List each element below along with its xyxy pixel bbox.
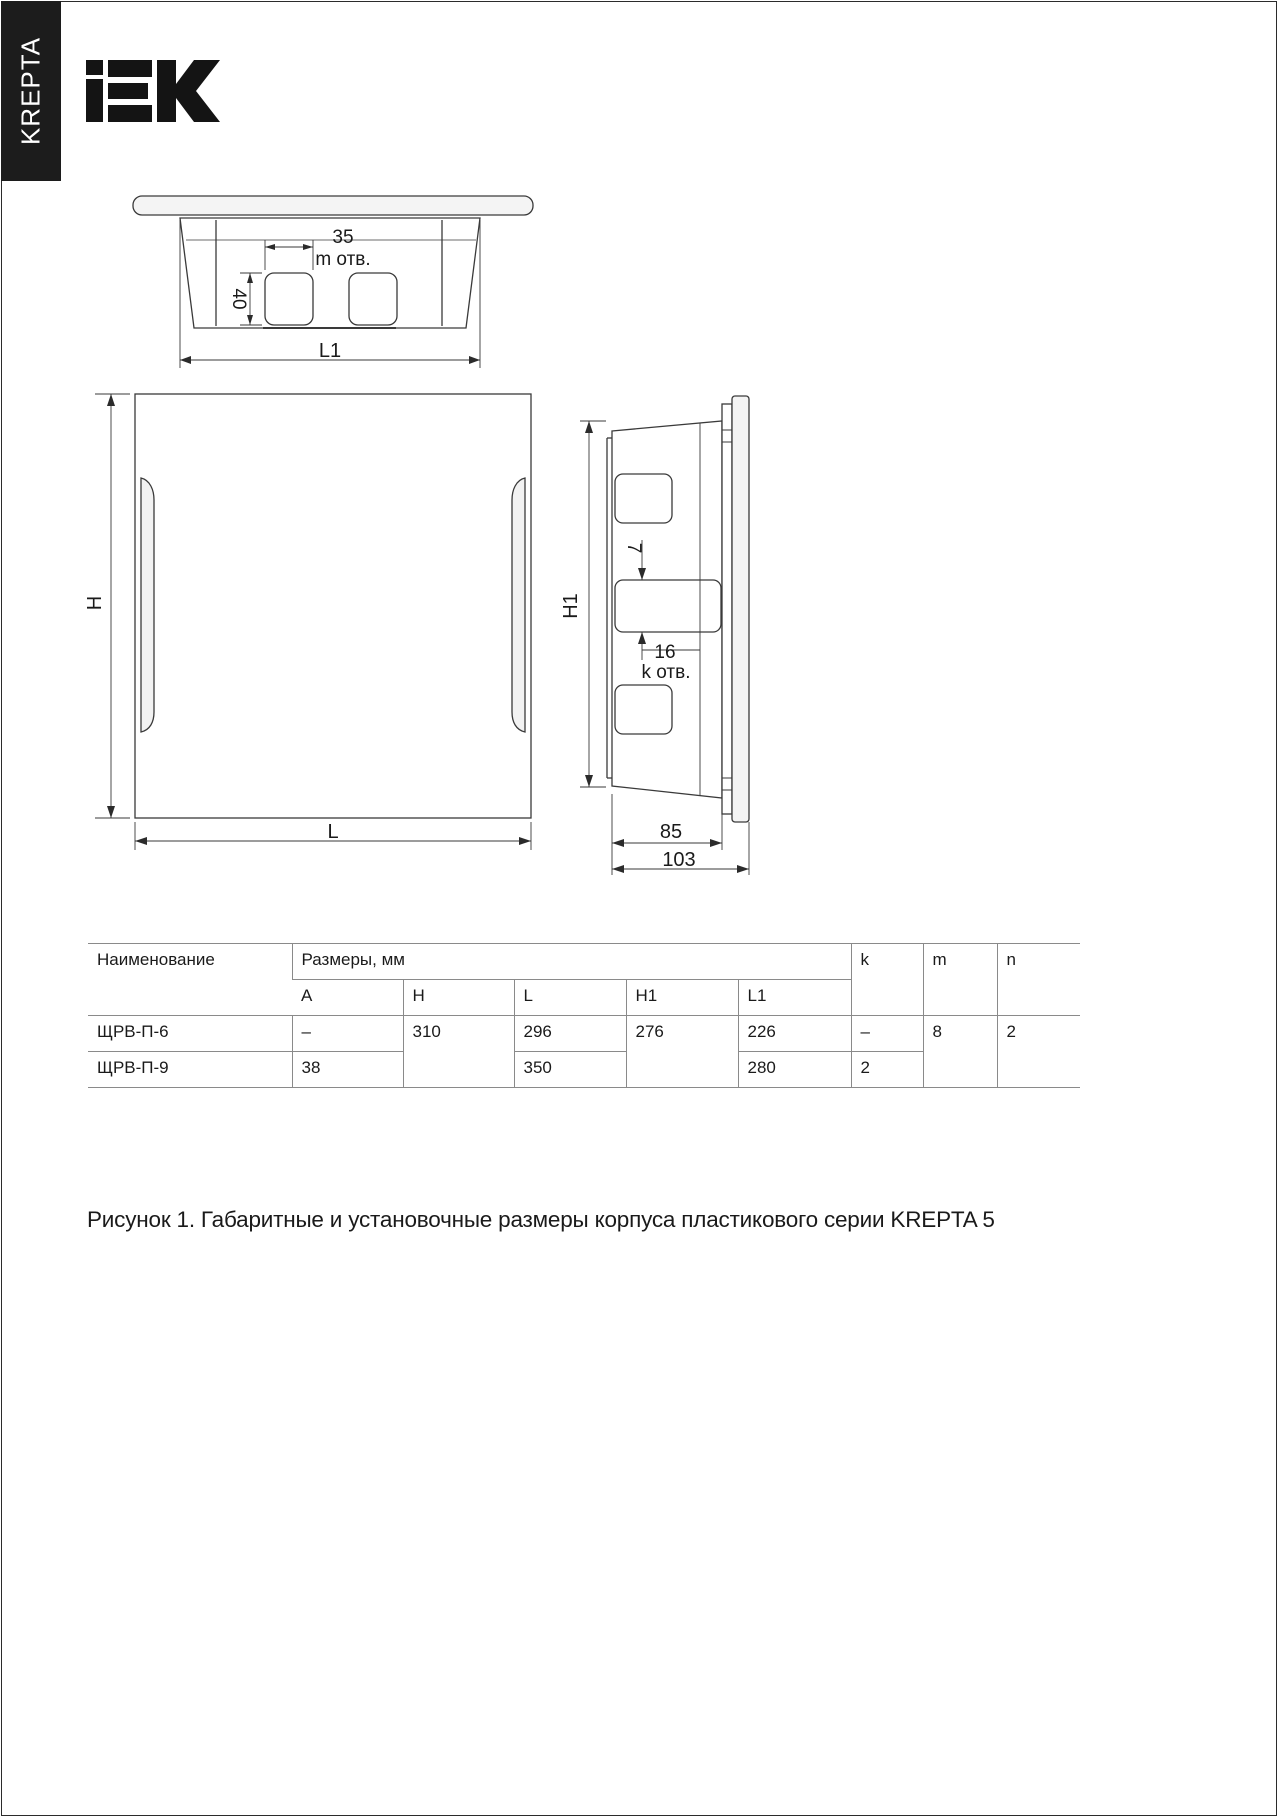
header-sizes: Размеры, мм (292, 944, 851, 980)
cell-m: 8 (923, 1016, 997, 1088)
cell-k: – (851, 1016, 923, 1052)
series-tab-label: KREPTA (15, 36, 46, 146)
front-view-width-label: L (327, 821, 339, 843)
front-view-height-label: H (84, 595, 106, 611)
cell-h1: 276 (626, 1016, 738, 1088)
side-view-door (732, 396, 749, 822)
header-h: H (403, 980, 514, 1016)
side-view-frame (722, 404, 732, 814)
top-view-body (180, 218, 480, 328)
top-view-holes-label: m отв. (315, 249, 371, 270)
top-view-hole-height-label: 40 (228, 288, 249, 310)
cell-n: 2 (997, 1016, 1080, 1088)
cell-l: 296 (514, 1016, 626, 1052)
top-view-pitch-label: 35 (332, 227, 354, 248)
cell-name: ЩРВ-П-9 (88, 1052, 292, 1088)
header-h1: H1 (626, 980, 738, 1016)
cell-a: 38 (292, 1052, 403, 1088)
cell-h: 310 (403, 1016, 514, 1088)
side-view-pitch-label: 16 (654, 642, 676, 663)
side-view-holes-label: k отв. (641, 662, 691, 683)
front-view (95, 394, 531, 850)
dimensions-table (88, 943, 1080, 1088)
cell-name: ЩРВ-П-6 (88, 1016, 292, 1052)
front-view-door (135, 394, 531, 818)
side-view-gap-label: 7 (623, 542, 644, 554)
cell-a: – (292, 1016, 403, 1052)
cell-l1: 280 (738, 1052, 851, 1088)
header-a: A (292, 980, 403, 1016)
header-n: n (997, 944, 1080, 1016)
cell-l1: 226 (738, 1016, 851, 1052)
header-l1: L1 (738, 980, 851, 1016)
header-m: m (923, 944, 997, 1016)
side-view-depth-total-label: 103 (662, 849, 696, 871)
side-view-height-label: H1 (560, 593, 582, 619)
front-view-handle-left (141, 478, 154, 732)
side-view-depth-inner-label: 85 (659, 821, 683, 843)
table-row (88, 1016, 1080, 1052)
top-view-hole (265, 273, 313, 325)
top-view-width-label: L1 (318, 340, 342, 362)
header-l: L (514, 980, 626, 1016)
table-header-row (88, 944, 1080, 980)
cell-k: 2 (851, 1052, 923, 1088)
top-view-lid (133, 196, 533, 215)
side-view (580, 396, 749, 875)
top-view-hole (349, 273, 397, 325)
cell-l: 350 (514, 1052, 626, 1088)
front-view-handle-right (512, 478, 525, 732)
figure-caption: Рисунок 1. Габаритные и установочные размеры корпуса пластикового серии KREPTA 5 (87, 1207, 995, 1232)
dimension-drawing (0, 0, 1280, 900)
header-name: Наименование (88, 944, 292, 1016)
header-k: k (851, 944, 923, 1016)
side-view-body (612, 421, 722, 798)
